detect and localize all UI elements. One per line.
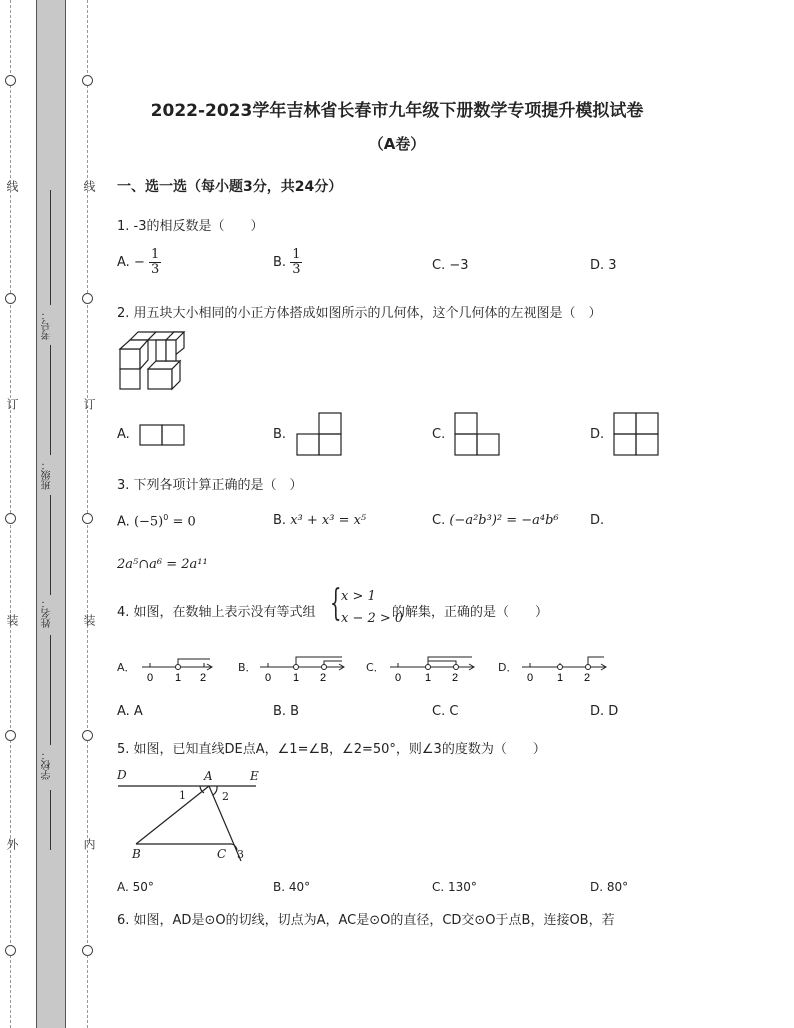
option-label: B. <box>273 255 287 270</box>
question-6-stem: 6. 如图，AD是⊙O的切线，切点为A，AC是⊙O的直径，CD交⊙O于点B，连接OB，若 <box>117 913 615 928</box>
binding-hole <box>5 513 16 524</box>
q2-option-b-figure[interactable] <box>296 412 342 456</box>
q3-option-a[interactable] <box>117 513 196 529</box>
math-expression: (−a²b³)² = −a⁴b⁶ <box>449 513 559 528</box>
question-4-stem <box>117 601 316 620</box>
question-3-stem: 3. 下列各项计算正确的是（ ） <box>117 478 303 493</box>
q2-option-a-label[interactable]: A. <box>117 427 130 442</box>
q1-option-d[interactable]: D. 3 <box>590 258 617 273</box>
option-label: A. <box>117 255 130 270</box>
cube-solid-figure <box>118 330 188 400</box>
tick-label: 2 <box>584 672 591 684</box>
fraction <box>149 248 161 277</box>
q1-option-b[interactable] <box>273 248 302 277</box>
angle-label: 1 <box>179 789 186 802</box>
tick-label: 2 <box>452 672 459 684</box>
margin-char: 装 <box>5 614 19 626</box>
field-underline <box>50 635 51 745</box>
binding-band <box>36 0 66 1028</box>
tick-label: 0 <box>265 672 272 684</box>
margin-char: 内 <box>82 838 96 850</box>
option-label: B. <box>273 513 287 528</box>
q4-option-d[interactable]: D. D <box>590 704 619 719</box>
q2-option-c-label[interactable]: C. <box>432 427 446 442</box>
q1-option-a[interactable] <box>117 248 161 277</box>
numerator: 1 <box>150 247 160 262</box>
margin-char: 订 <box>82 398 96 410</box>
option-label: A. <box>117 514 130 530</box>
denominator: 3 <box>292 262 301 277</box>
binding-hole <box>82 513 93 524</box>
q4-option-b[interactable]: B. B <box>273 704 300 719</box>
tick-label: 1 <box>557 672 564 684</box>
margin-char: 订 <box>5 398 19 410</box>
tick-label: 1 <box>293 672 300 684</box>
binding-hole <box>82 293 93 304</box>
q5-option-d[interactable]: D. 80° <box>590 880 629 894</box>
q3-option-c[interactable] <box>432 513 559 528</box>
binding-hole <box>82 75 93 86</box>
field-underline <box>50 495 51 595</box>
inequality-1: x > 1 <box>341 589 376 604</box>
binding-hole <box>82 730 93 741</box>
numberline-label-a[interactable]: A． <box>117 661 136 674</box>
numberline-label-d[interactable]: D． <box>498 661 518 674</box>
angle-label: 2 <box>222 790 229 803</box>
q5-option-a[interactable]: A. 50° <box>117 880 154 894</box>
angle-label: 3 <box>237 848 244 861</box>
q3-option-b[interactable] <box>273 513 366 528</box>
stem-text: 4. 如图，在数轴上表示没有等式组 <box>117 605 316 620</box>
tick-label: 2 <box>320 672 327 684</box>
inequality-2: x − 2 > 0 <box>341 611 404 626</box>
question-4-stem-tail: 的解集，正确的是（ ） <box>392 605 549 620</box>
q3-option-d[interactable]: D. <box>590 513 605 528</box>
margin-char: 线 <box>82 180 96 192</box>
point-label: B <box>132 847 141 861</box>
margin-char: 装 <box>82 614 96 626</box>
tick-label: 0 <box>395 672 402 684</box>
q2-option-a-figure[interactable] <box>139 424 185 446</box>
q4-option-a[interactable]: A. A <box>117 704 143 719</box>
numberline-d[interactable] <box>520 650 612 684</box>
tick-label: 0 <box>147 672 154 684</box>
point-label: D <box>117 768 127 782</box>
point-label: C <box>217 847 227 861</box>
q3-option-d-expression[interactable]: 2a⁵∩a⁶ = 2a¹¹ <box>117 557 208 572</box>
geometry-figure <box>116 766 264 864</box>
section-heading: 一、选一选（每小题3分，共24分） <box>117 179 343 195</box>
numberline-label-b[interactable]: B． <box>238 661 257 674</box>
tick-label: 1 <box>175 672 182 684</box>
q5-option-c[interactable]: C. 130° <box>432 880 477 894</box>
numberline-c[interactable] <box>388 650 480 684</box>
q5-option-b[interactable]: B. 40° <box>273 880 311 894</box>
tick-label: 2 <box>200 672 207 684</box>
q2-option-b-label[interactable]: B. <box>273 427 287 442</box>
question-5-stem: 5. 如图，已知直线DE点A，∠1=∠B，∠2=50°，则∠3的度数为（ ） <box>117 742 546 757</box>
field-name: 姓名： <box>42 598 53 628</box>
binding-hole <box>5 730 16 741</box>
page-subtitle: （A卷） <box>368 135 426 153</box>
page-title: 2022-2023学年吉林省长春市九年级下册数学专项提升模拟试卷 <box>150 101 644 121</box>
q2-option-d-label[interactable]: D. <box>590 427 605 442</box>
math-expression: (−5) <box>133 514 164 530</box>
q4-option-c[interactable]: C. C <box>432 704 459 719</box>
field-underline <box>50 190 51 305</box>
question-2-stem: 2. 用五块大小相同的小正方体搭成如图所示的几何体，这个几何体的左视图是（ ） <box>117 306 602 321</box>
math-expression: x³ + x³ = x⁵ <box>290 513 367 528</box>
field-class: 班级： <box>42 460 53 490</box>
q1-option-c[interactable]: C. −3 <box>432 258 469 273</box>
field-school: 学校： <box>42 750 53 780</box>
tick-label: 0 <box>527 672 534 684</box>
numberline-b[interactable] <box>258 650 350 684</box>
option-label: C. <box>432 513 446 528</box>
minus-sign: − <box>133 255 145 270</box>
margin-char: 线 <box>5 180 19 192</box>
point-label: A <box>204 769 213 783</box>
tick-label: 1 <box>425 672 432 684</box>
math-expression: = 0 <box>168 514 196 530</box>
denominator: 3 <box>150 262 160 277</box>
field-underline <box>50 345 51 455</box>
binding-hole <box>5 75 16 86</box>
binding-hole <box>5 293 16 304</box>
fraction <box>290 248 302 277</box>
q2-option-d-figure[interactable] <box>613 412 659 456</box>
binding-hole <box>5 945 16 956</box>
exponent: 0 <box>163 513 169 522</box>
q2-option-c-figure[interactable] <box>454 412 500 456</box>
numberline-a[interactable] <box>140 650 220 684</box>
field-exam-number: 考号： <box>42 310 53 340</box>
margin-char: 外 <box>5 838 19 850</box>
binding-hole <box>82 945 93 956</box>
numberline-label-c[interactable]: C． <box>366 661 385 674</box>
numerator: 1 <box>292 247 301 262</box>
point-label: E <box>250 769 259 783</box>
field-underline <box>50 790 51 850</box>
brace-icon: { <box>330 583 342 624</box>
question-1-stem: 1. -3的相反数是（ ） <box>117 219 264 234</box>
